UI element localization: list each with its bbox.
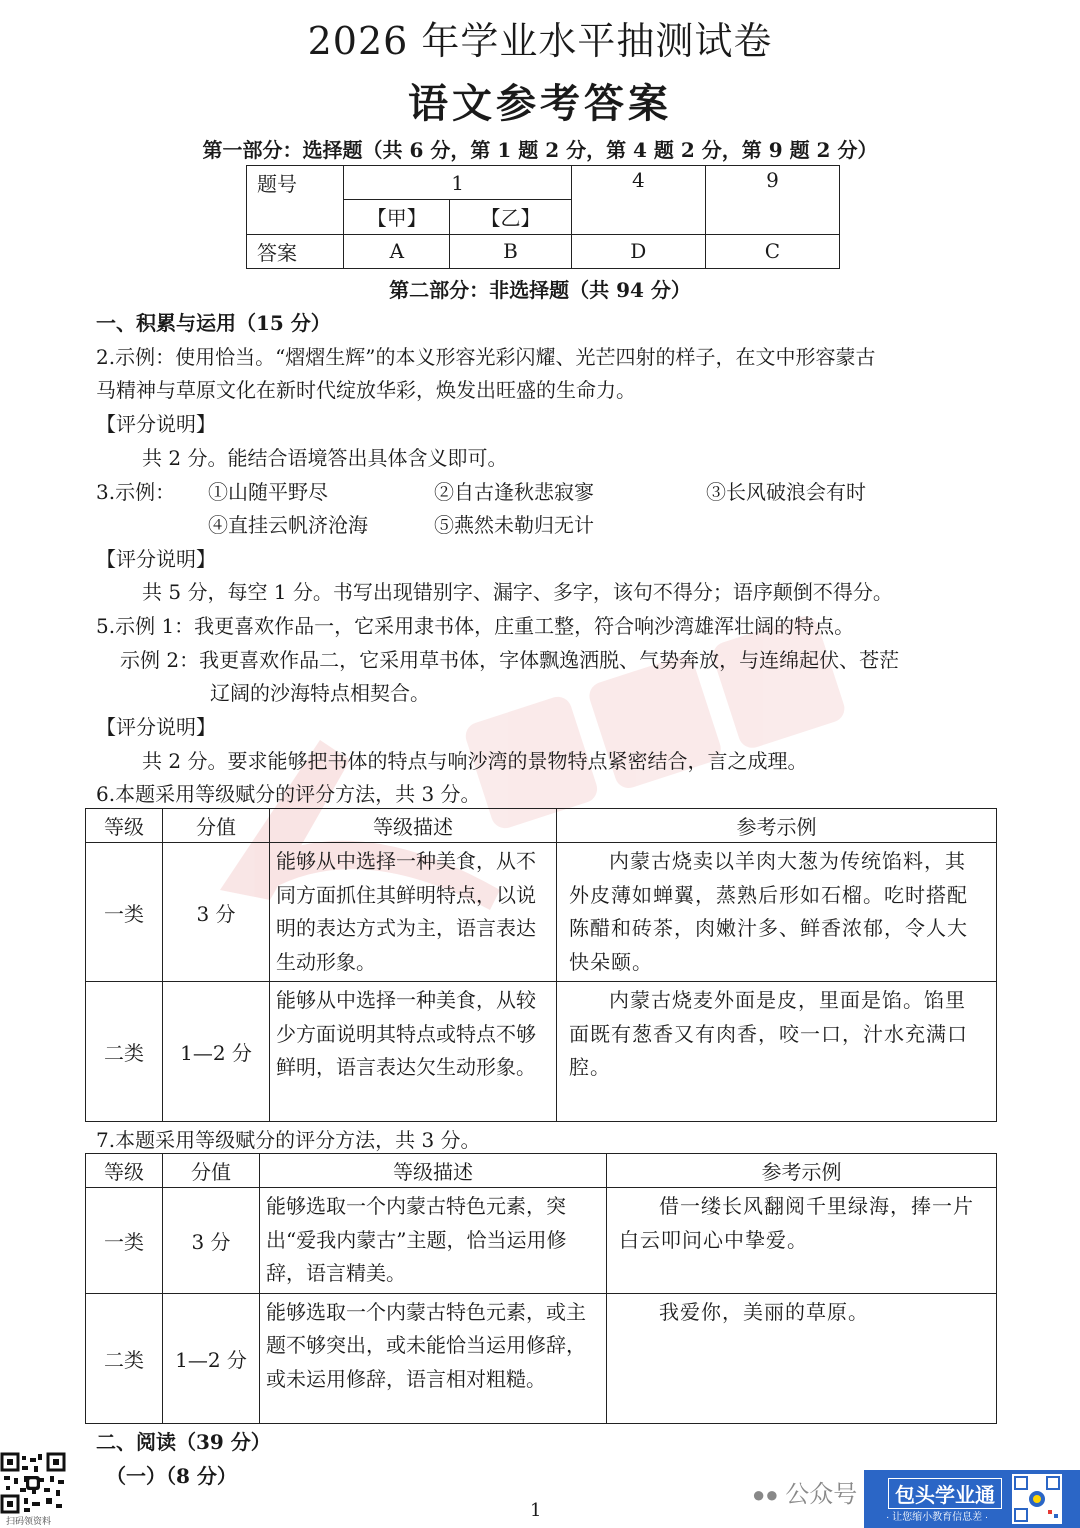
brand-qr-icon [1012, 1474, 1062, 1524]
q3-item: ①山随平野尽 [208, 480, 328, 504]
q5-scoring: 共 2 分。要求能够把书体的特点与响沙湾的景物特点紧密结合，言之成理。 [142, 749, 808, 773]
score-cell: 3 分 [163, 1188, 260, 1294]
q2-answer-line1: 2.示例：使用恰当。“熠熠生辉”的本义形容光彩闪耀、光芒四射的样子，在文中形容蒙古 [96, 345, 876, 369]
answer-4: D [571, 234, 705, 268]
q2-answer-line2: 马精神与草原文化在新时代绽放华彩，焕发出旺盛的生命力。 [96, 378, 636, 402]
level-cell: 一类 [86, 843, 163, 982]
q5-example1: 5.示例 1：我更喜欢作品一，它采用隶书体，庄重工整，符合响沙湾雄浑壮阔的特点。 [96, 614, 855, 638]
wechat-account-label [752, 1474, 857, 1509]
table-header: 等级描述 [260, 1154, 607, 1188]
q5-example2: 示例 2：我更喜欢作品二，它采用草书体，字体飘逸洒脱、气势奔放，与连绵起伏、苍茫 [120, 648, 900, 672]
answer-9: C [705, 234, 839, 268]
doc-title: 语文参考答案 [408, 80, 672, 127]
qr-caption: 扫码领资料 [6, 1517, 52, 1527]
exam-title: 2026 年学业水平抽测试卷 [307, 19, 773, 63]
part2-heading: 第二部分：非选择题（共 94 分） [389, 278, 691, 302]
part1-heading: 第一部分：选择题（共 6 分，第 1 题 2 分，第 4 题 2 分，第 9 题 2 分） [202, 138, 878, 162]
example-cell: 内蒙古烧麦外面是皮，里面是馅。馅里面既有葱香又有肉香，咬一口，汁水充满口腔。 [557, 982, 997, 1122]
q2-scoring: 共 2 分。能结合语境答出具体含义即可。 [142, 446, 508, 470]
table-header: 分值 [163, 809, 270, 843]
section2-heading: 二、阅读（39 分） [96, 1430, 271, 1454]
table-header: 等级 [86, 1154, 163, 1188]
q6-intro: 6.本题采用等级赋分的评分方法，共 3 分。 [96, 782, 481, 806]
table-row [86, 1293, 997, 1423]
score-cell: 1—2 分 [163, 1293, 260, 1423]
question-4-number: 4 [571, 166, 705, 235]
q7-intro: 7.本题采用等级赋分的评分方法，共 3 分。 [96, 1128, 481, 1152]
table-header: 分值 [163, 1154, 260, 1188]
choice-answer-table [246, 165, 840, 269]
row-label-answer: 答案 [247, 234, 344, 268]
question-1-number: 1 [344, 166, 571, 200]
question-1a-label: 【甲】 [344, 200, 450, 234]
example-cell: 我爱你，美丽的草原。 [607, 1293, 997, 1423]
q3-item: ②自古逢秋悲寂寥 [434, 480, 594, 504]
description-cell: 能够选取一个内蒙古特色元素，或主题不够突出，或未能恰当运用修辞，或未运用修辞，语言相对粗糙。 [260, 1293, 607, 1423]
level-cell: 二类 [86, 982, 163, 1122]
level-cell: 一类 [86, 1188, 163, 1294]
table-header: 等级描述 [270, 809, 557, 843]
scoring-label: 【评分说明】 [96, 547, 216, 571]
level-cell: 二类 [86, 1293, 163, 1423]
wechat-icon: ●● [752, 1482, 779, 1507]
table-header: 等级 [86, 809, 163, 843]
q3-item: ④直挂云帆济沧海 [208, 513, 368, 537]
question-1b-label: 【乙】 [450, 200, 572, 234]
q3-scoring: 共 5 分，每空 1 分。书写出现错别字、漏字、多字，该句不得分；语序颠倒不得分。 [142, 580, 893, 604]
section1-heading: 一、积累与运用（15 分） [96, 311, 331, 335]
score-cell: 1—2 分 [163, 982, 270, 1122]
table-row [86, 1188, 997, 1294]
q5-example2-cont: 辽阔的沙海特点相契合。 [210, 681, 430, 705]
q3-item: ③长风破浪会有时 [706, 480, 866, 504]
question-9-number: 9 [705, 166, 839, 235]
table-row [86, 982, 997, 1122]
q3-item: ⑤燕然未勒归无计 [434, 513, 594, 537]
description-cell: 能够选取一个内蒙古特色元素，突出“爱我内蒙古”主题，恰当运用修辞，语言精美。 [260, 1188, 607, 1294]
brand-name: 包头学业通 [888, 1478, 1002, 1509]
q6-grading-table [85, 808, 997, 1122]
answer-1b: B [450, 234, 572, 268]
table-header: 参考示例 [607, 1154, 997, 1188]
page-number: 1 [530, 1500, 542, 1521]
scoring-label: 【评分说明】 [96, 715, 216, 739]
table-row [86, 843, 997, 982]
example-cell: 借一缕长风翻阅千里绿海，捧一片白云叩问心中挚爱。 [607, 1188, 997, 1294]
q7-grading-table [85, 1153, 997, 1424]
qr-code-icon [0, 1452, 66, 1514]
description-cell: 能够从中选择一种美食，从不同方面抓住其鲜明特点，以说明的表达方式为主，语言表达生动形象。 [270, 843, 557, 982]
brand-banner [864, 1470, 1080, 1528]
row-label-number: 题号 [247, 166, 344, 235]
table-header: 参考示例 [557, 809, 997, 843]
score-cell: 3 分 [163, 843, 270, 982]
answer-1a: A [344, 234, 450, 268]
brand-slogan: · 让您缩小教育信息差 · [886, 1512, 989, 1523]
section2-sub-heading: （一）（8 分） [106, 1464, 237, 1488]
example-cell: 内蒙古烧卖以羊肉大葱为传统馅料，其外皮薄如蝉翼，蒸熟后形如石榴。吃时搭配陈醋和砖茶，肉嫩汁多、鲜香浓郁，令人大快朵颐。 [557, 843, 997, 982]
scoring-label: 【评分说明】 [96, 412, 216, 436]
q3-prefix: 3.示例： [96, 480, 176, 504]
wechat-label-text: 公众号 [785, 1481, 858, 1508]
description-cell: 能够从中选择一种美食，从较少方面说明其特点或特点不够鲜明，语言表达欠生动形象。 [270, 982, 557, 1122]
